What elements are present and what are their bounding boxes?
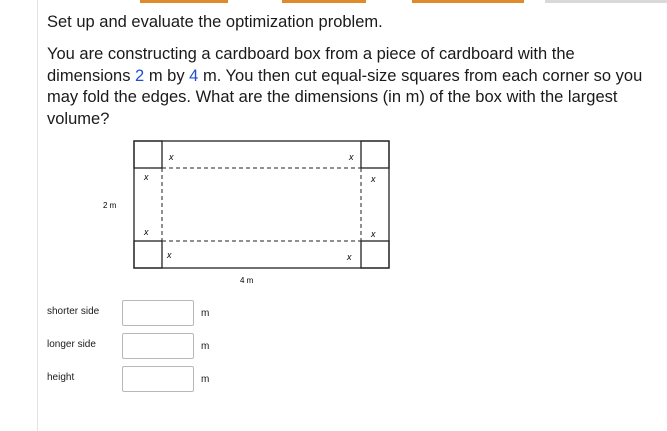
problem-text-part-2: m by	[144, 66, 190, 85]
height-input[interactable]	[122, 366, 194, 392]
x-label-bottom-right-horizontal: x	[347, 252, 352, 262]
width-value: 2	[135, 66, 145, 85]
top-accent-rule-3	[412, 0, 524, 3]
problem-text	[47, 44, 657, 130]
length-value: 4	[189, 66, 199, 85]
x-label-top-left-horizontal: x	[169, 152, 174, 162]
x-label-top-right-horizontal: x	[349, 152, 354, 162]
side-dimension-label: 2 m	[103, 201, 117, 210]
top-rule-4	[545, 0, 667, 3]
shorter-side-unit: m	[201, 308, 210, 319]
shorter-side-input[interactable]	[122, 300, 194, 326]
cardboard-diagram-svg	[95, 135, 405, 295]
corner-square-bottom-left	[134, 241, 162, 268]
bottom-dimension-label: 4 m	[240, 276, 254, 285]
top-accent-rule-1	[140, 0, 228, 3]
corner-square-top-right	[361, 141, 389, 168]
x-label-bottom-left-horizontal: x	[167, 250, 172, 260]
corner-square-bottom-right	[361, 241, 389, 268]
longer-side-label: longer side	[47, 339, 96, 350]
longer-side-unit: m	[201, 341, 210, 352]
height-unit: m	[201, 374, 210, 385]
problem-text-part-3: m. You then cut equal-size squares from each corner so you may fold the edges. What are the dimensions (in m) of the box with the largest volume?	[47, 66, 643, 128]
corner-square-top-left	[134, 141, 162, 168]
height-label: height	[47, 372, 75, 383]
cardboard-diagram	[95, 135, 405, 295]
x-label-top-right-vertical: x	[371, 174, 376, 184]
longer-side-input[interactable]	[122, 333, 194, 359]
problem-text-part-1: You are constructing a cardboard box from a piece of cardboard with the dimensions	[47, 45, 575, 85]
x-label-bottom-left-vertical: x	[144, 227, 149, 237]
question-title: Set up and evaluate the optimization problem.	[47, 13, 383, 31]
shorter-side-label: shorter side	[47, 306, 100, 317]
x-label-top-left-vertical: x	[144, 172, 149, 182]
x-label-bottom-right-vertical: x	[371, 229, 376, 239]
left-frame-border	[37, 0, 38, 431]
top-accent-rule-2	[282, 0, 366, 3]
